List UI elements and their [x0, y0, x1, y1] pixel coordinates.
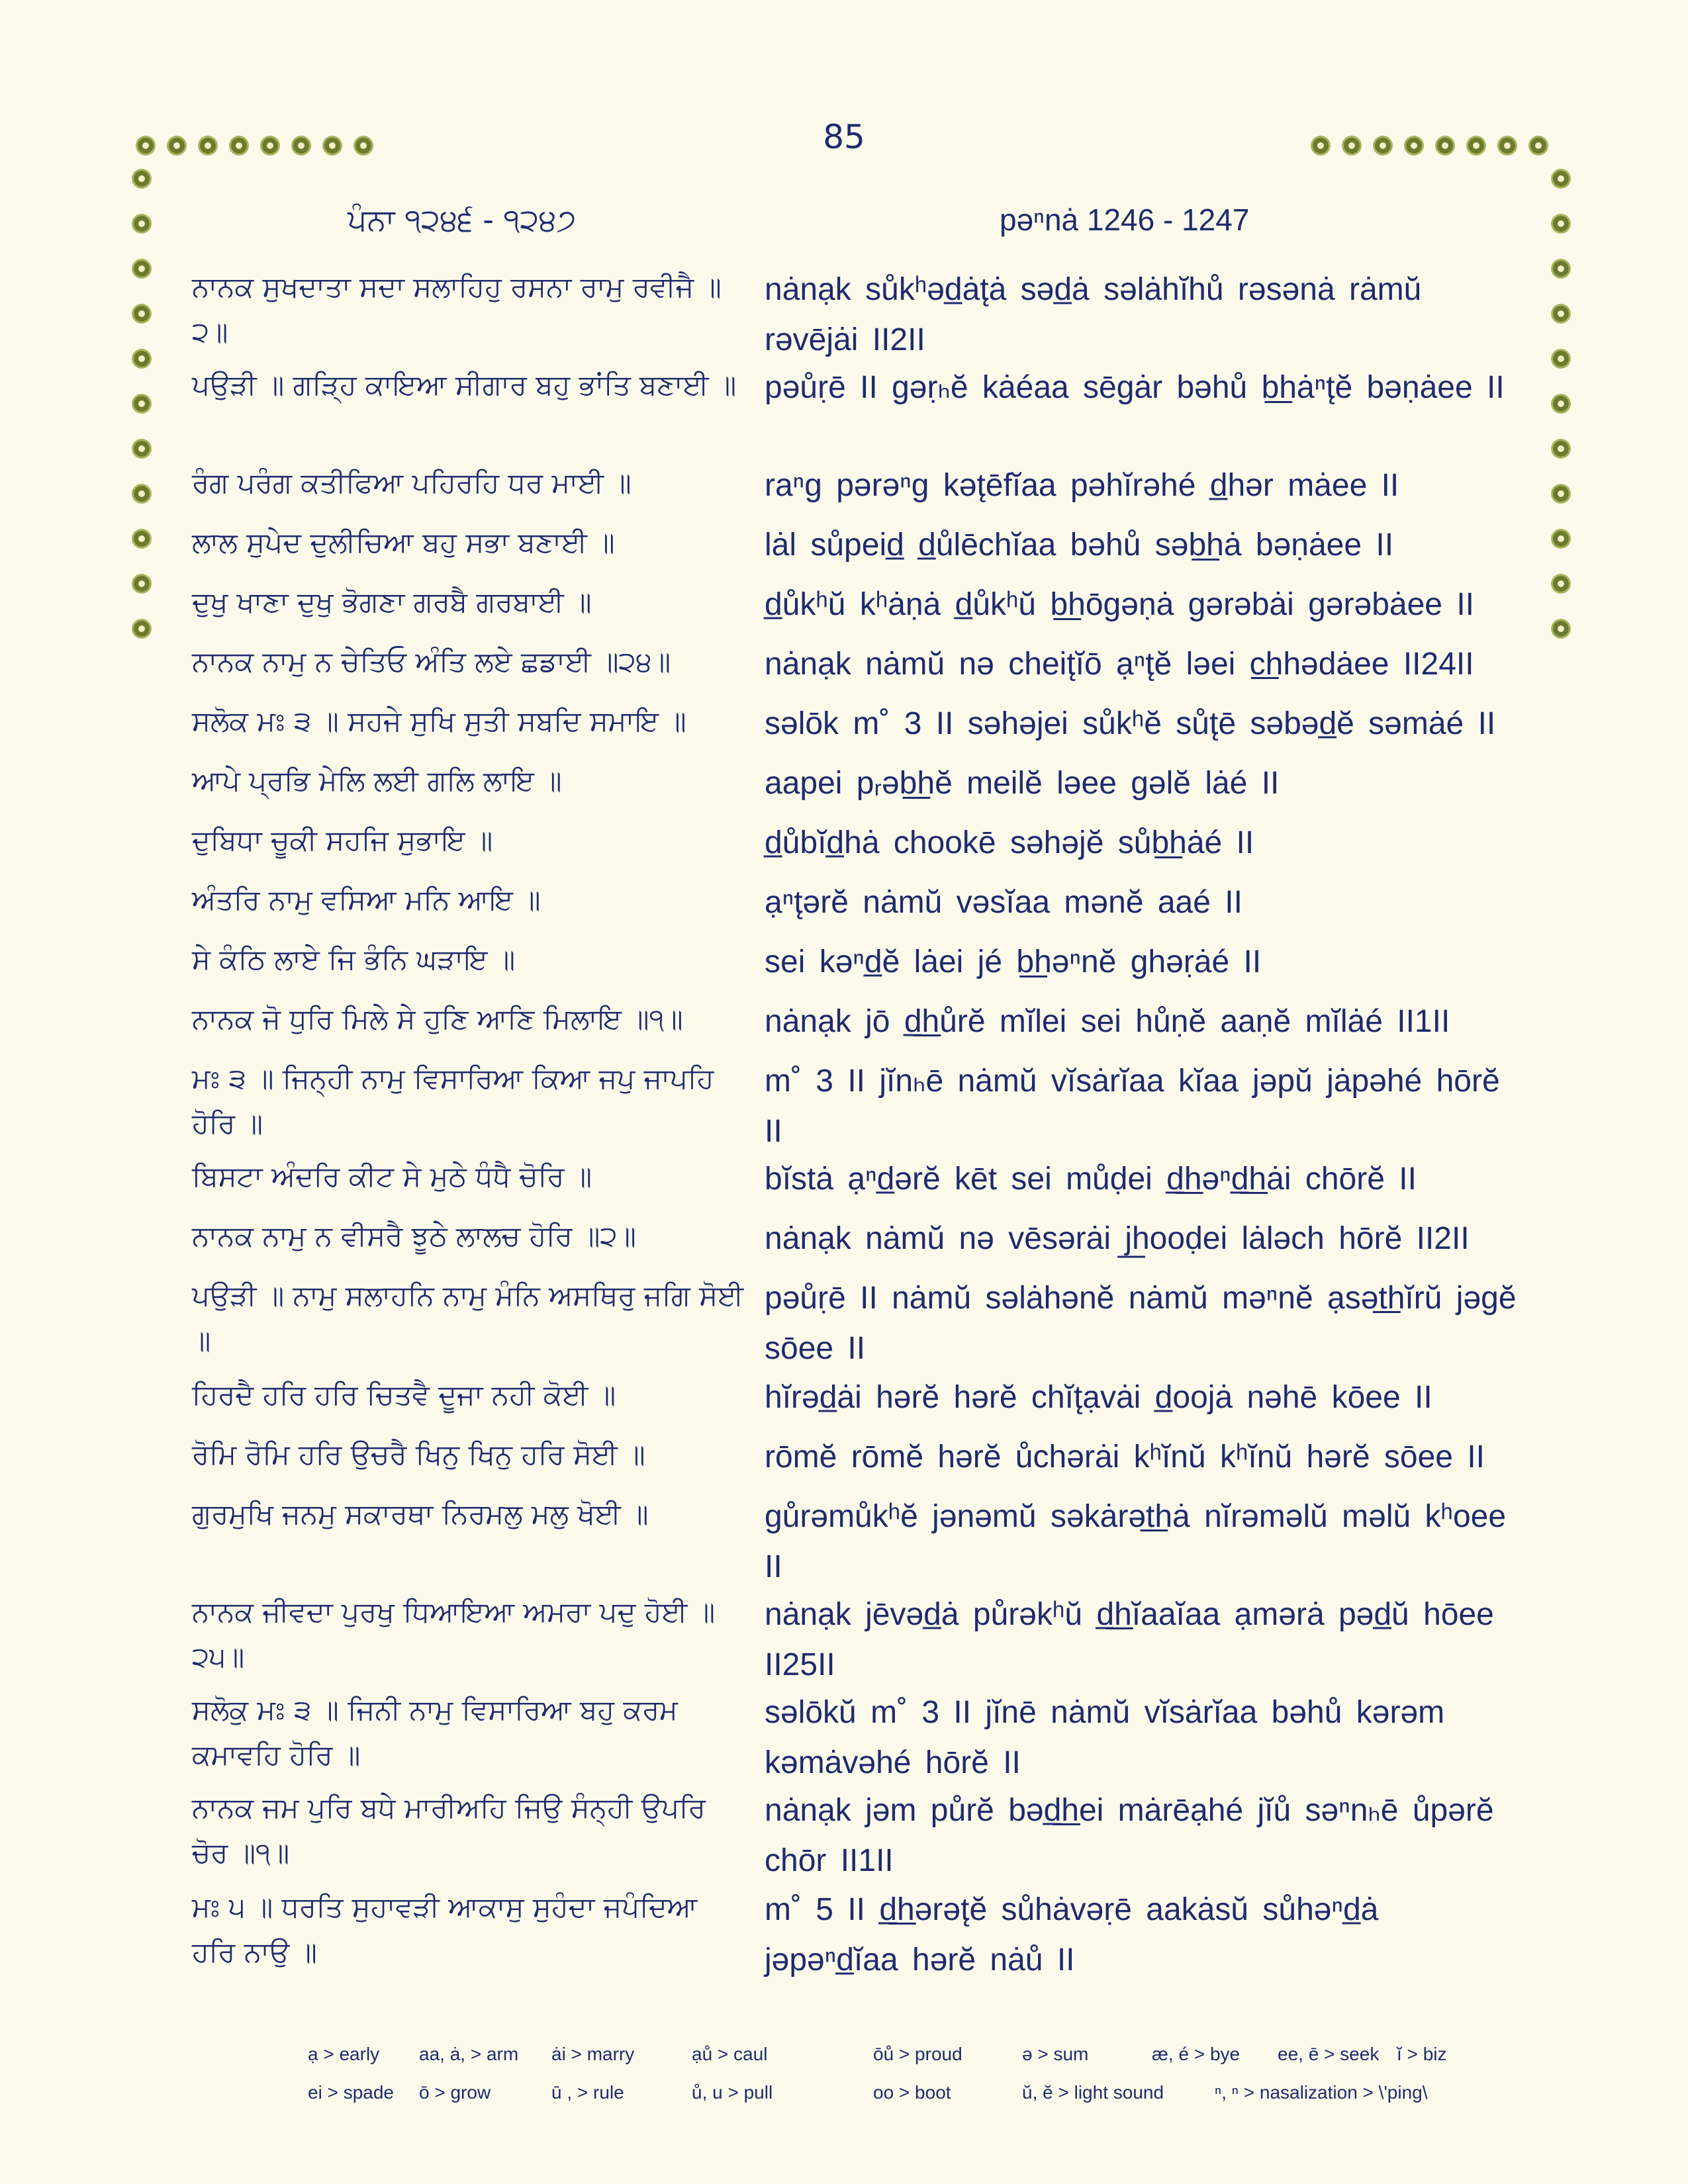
gurmukhi-line: ਗੁਰਮੁਖਿ ਜਨਮੁ ਸਕਾਰਥਾ ਨਿਰਮਲੁ ਮਲੁ ਖੋਈ ॥	[192, 1498, 649, 1530]
transliteration-line: m˚ 5 II d̲͟hərət̨ĕ sůhȧvəṛē aakȧsŭ sůhəⁿd̲ȧ jəpəⁿd̲ĭaa hərĕ nȧů II	[765, 1892, 1379, 1978]
flower-ornament-icon	[1551, 619, 1571, 639]
flower-ornament-icon	[132, 259, 152, 279]
transliteration-line: aapei pᵣəb͟hĕ meilĕ ləee gəlĕ lȧé II	[765, 766, 1280, 801]
flower-ornament-icon	[229, 136, 249, 156]
gurmukhi-line: ਰੋਮਿ ਰੋਮਿ ਹਰਿ ਉਚਰੈ ਖਿਨੁ ਖਿਨੁ ਹਰਿ ਸੋਈ ॥	[192, 1438, 645, 1471]
flower-ornament-icon	[136, 136, 156, 156]
transliteration-line: bĭstȧ ạⁿd̲ərĕ kēt sei můḍei d̲͟həⁿd̲͟hȧi chōrĕ II	[765, 1161, 1417, 1197]
gurmukhi-line: ਆਪੇ ਪ੍ਰਭਿ ਮੇਲਿ ਲਈ ਗਲਿ ਲਾਇ ॥	[192, 764, 562, 797]
transliteration-line: d̲ůkʰŭ kʰȧṇȧ d̲ůkʰŭ b͟hōgəṇȧ gərəbȧi gərəbȧee II	[765, 587, 1474, 622]
flower-ornament-icon	[132, 394, 152, 414]
gurmukhi-line: ਨਾਨਕ ਸੁਖਦਾਤਾ ਸਦਾ ਸਲਾਹਿਹੁ ਰਸਨਾ ਰਾਮੁ ਰਵੀਜੈ ॥੨॥	[192, 271, 722, 348]
legend-item: ə > sum	[1022, 2044, 1089, 2064]
heading-transliteration: pəⁿnȧ 1246 - 1247	[1000, 203, 1250, 237]
gurmukhi-line: ਨਾਨਕ ਜੀਵਦਾ ਪੁਰਖੁ ਧਿਆਇਆ ਅਮਰਾ ਪਦੁ ਹੋਈ ॥੨੫॥	[192, 1596, 716, 1673]
legend-item: oo > boot	[873, 2082, 951, 2103]
legend-item: ee, ē > seek	[1278, 2044, 1380, 2064]
flower-ornament-icon	[1373, 136, 1393, 156]
legend-item: aa, ȧ, > arm	[419, 2044, 519, 2064]
legend-item: ĭ > biz	[1397, 2044, 1447, 2064]
flower-ornament-icon	[260, 136, 280, 156]
gurmukhi-line: ਨਾਨਕ ਨਾਮੁ ਨ ਵੀਸਰੈ ਝੂਠੇ ਲਾਲਚ ਹੋਰਿ ॥੨॥	[192, 1220, 636, 1252]
transliteration-line: səlōkŭ m˚ 3 II jĭnē nȧmŭ vĭsȧrĭaa bəhů kərəm kəmȧvəhé hōrĕ II	[765, 1695, 1445, 1780]
transliteration-line: m˚ 3 II jĭnₕē nȧmŭ vĭsȧrĭaa kĭaa jəpŭ jȧpəhé hōrĕ II	[765, 1064, 1500, 1149]
flower-border-left	[132, 169, 152, 639]
transliteration-line: gůrəmůkʰĕ jənəmŭ səkȧrət͟hȧ nĭrəməlŭ məlŭ kʰoee II	[765, 1499, 1507, 1584]
legend-item: ei > spade	[308, 2082, 394, 2103]
flower-ornament-icon	[1551, 394, 1571, 414]
legend-item: æ, é > bye	[1152, 2044, 1241, 2064]
transliteration-line: ạⁿt̨ərĕ nȧmŭ vəsĭaa mənĕ aaé II	[765, 885, 1243, 920]
transliteration-line: raⁿg pərəⁿg kət̨ēfĭaa pəhĭrəhé d̲hər mȧee II	[765, 468, 1399, 503]
gurmukhi-line: ਬਿਸਟਾ ਅੰਦਰਿ ਕੀਟ ਸੇ ਮੁਠੇ ਧੰਧੈ ਚੋਰਿ ॥	[192, 1160, 592, 1193]
flower-ornament-icon	[167, 136, 187, 156]
gurmukhi-line: ਨਾਨਕ ਜੋ ਧੁਰਿ ਮਿਲੇ ਸੇ ਹੁਣਿ ਆਣਿ ਮਿਲਾਇ ॥੧॥	[192, 1003, 683, 1035]
gurmukhi-line: ਹਿਰਦੈ ਹਰਿ ਹਰਿ ਚਿਤਵੈ ਦੂਜਾ ਨਹੀ ਕੋਈ ॥	[192, 1379, 616, 1411]
flower-ornament-icon	[132, 484, 152, 504]
legend-item: ŭ, ĕ > light sound	[1022, 2082, 1164, 2103]
legend-item: ạů > caul	[692, 2044, 768, 2064]
flower-ornament-icon	[1497, 136, 1517, 156]
flower-ornament-icon	[1551, 169, 1571, 189]
flower-ornament-icon	[132, 619, 152, 639]
gurmukhi-line: ਲਾਲ ਸੁਪੇਦ ਦੁਲੀਚਿਆ ਬਹੁ ਸਭਾ ਬਣਾਈ ॥	[192, 526, 615, 559]
flower-ornament-icon	[1342, 136, 1362, 156]
gurmukhi-line: ਨਾਨਕ ਨਾਮੁ ਨ ਚੇਤਿਓ ਅੰਤਿ ਲਏ ਛਡਾਈ ॥੨੪॥	[192, 645, 671, 678]
flower-ornament-icon	[1551, 214, 1571, 234]
legend-item: ȧi > marry	[551, 2044, 635, 2064]
flower-ornament-icon	[1528, 136, 1548, 156]
flower-ornament-icon	[1551, 349, 1571, 369]
flower-ornament-icon	[1311, 136, 1331, 156]
flower-ornament-icon	[132, 214, 152, 234]
gurmukhi-line: ਅੰਤਰਿ ਨਾਮੁ ਵਸਿਆ ਮਨਿ ਆਇ ॥	[192, 884, 541, 916]
flower-ornament-icon	[1551, 574, 1571, 594]
transliteration-line: hĭrəd̲ȧi hərĕ hərĕ chĭt̨ạvȧi d̲oojȧ nəhē kōee II	[765, 1380, 1432, 1415]
transliteration-line: nȧnạk jəm půrĕ bəd̲͟hei mȧrēạhé jĭů səⁿnₕē ůpərĕ chōr II1II	[765, 1793, 1494, 1878]
transliteration-line: nȧnạk nȧmŭ nə cheit̨ĭō ạⁿt̨ĕ ləei c͟hhədȧee II24II	[765, 647, 1474, 682]
gurmukhi-line: ਰੰਗ ਪਰੰਗ ਕਤੀਫਿਆ ਪਹਿਰਹਿ ਧਰ ਮਾਈ ॥	[192, 467, 632, 499]
legend-item: ⁿ, ⁿ > nasalization > \'ping\	[1215, 2082, 1428, 2103]
gurmukhi-line: ਸਲੋਕੁ ਮਃ ੩ ॥ ਜਿਨੀ ਨਾਮੁ ਵਿਸਾਰਿਆ ਬਹੁ ਕਰਮ ਕਮਾਵਹਿ ਹੋਰਿ ॥	[192, 1694, 678, 1771]
flower-ornament-icon	[132, 529, 152, 549]
legend-item: ạ > early	[308, 2044, 380, 2064]
transliteration-line: rōmĕ rōmĕ hərĕ ůchərȧi kʰĭnŭ kʰĭnŭ hərĕ sōee II	[765, 1439, 1485, 1475]
flower-ornament-icon	[1551, 259, 1571, 279]
flower-ornament-icon	[291, 136, 311, 156]
gurmukhi-line: ਨਾਨਕ ਜਮ ਪੁਰਿ ਬਧੇ ਮਾਰੀਅਹਿ ਜਿਉ ਸੰਨ੍ਹੀ ਉਪਰਿ ਚੋਰ ॥੧॥	[192, 1792, 706, 1869]
gurmukhi-line: ਦੁਬਿਧਾ ਚੂਕੀ ਸਹਜਿ ਸੁਭਾਇ ॥	[192, 824, 493, 856]
gurmukhi-line: ਪਉੜੀ ॥ ਨਾਮੁ ਸਲਾਹਨਿ ਨਾਮੁ ਮੰਨਿ ਅਸਥਿਰੁ ਜਗਿ ਸੋਈ ॥	[192, 1279, 744, 1357]
flower-ornament-icon	[132, 574, 152, 594]
flower-border-top-right	[1311, 136, 1548, 156]
flower-ornament-icon	[1551, 529, 1571, 549]
flower-ornament-icon	[1435, 136, 1455, 156]
flower-ornament-icon	[1551, 439, 1571, 459]
transliteration-line: nȧnạk nȧmŭ nə vēsərȧi j͟hooḍei lȧləch hōrĕ II2II	[765, 1221, 1470, 1256]
flower-ornament-icon	[132, 304, 152, 324]
flower-ornament-icon	[1551, 484, 1571, 504]
flower-ornament-icon	[1551, 304, 1571, 324]
flower-ornament-icon	[132, 349, 152, 369]
gurmukhi-line: ਮਃ ੩ ॥ ਜਿਨ੍ਹੀ ਨਾਮੁ ਵਿਸਾਰਿਆ ਕਿਆ ਜਪੁ ਜਾਪਹਿ ਹੋਰਿ ॥	[192, 1062, 714, 1140]
flower-ornament-icon	[322, 136, 342, 156]
page-number: 85	[823, 118, 865, 156]
gurmukhi-line: ਸੇ ਕੰਠਿ ਲਾਏ ਜਿ ਭੰਨਿ ਘੜਾਇ ॥	[192, 943, 516, 976]
transliteration-line: d̲ůbĭd̲hȧ chookē səhəjĕ sůb͟hȧé II	[765, 825, 1254, 860]
transliteration-line: pəůṛē II gəṛₕĕ kȧéaa sēgȧr bəhů b͟hȧⁿt̨ĕ bəṇȧee II	[765, 370, 1505, 405]
gurmukhi-line: ਸਲੋਕ ਮਃ ੩ ॥ ਸਹਜੇ ਸੁਖਿ ਸੁਤੀ ਸਬਦਿ ਸਮਾਇ ॥	[192, 705, 686, 737]
flower-ornament-icon	[132, 169, 152, 189]
flower-ornament-icon	[353, 136, 373, 156]
transliteration-line: nȧnạk jō d̲͟hůrĕ mĭlei sei hůṇĕ aaṇĕ mĭlȧé II1II	[765, 1004, 1450, 1039]
flower-ornament-icon	[198, 136, 218, 156]
flower-ornament-icon	[132, 439, 152, 459]
legend-item: ů, u > pull	[692, 2082, 773, 2103]
legend-item: ū , > rule	[551, 2082, 624, 2103]
flower-ornament-icon	[1466, 136, 1486, 156]
heading-gurmukhi: ਪੰਨਾ ੧੨੪੬ - ੧੨੪੭	[348, 202, 577, 238]
transliteration-line: lȧl sůpeid̲ d̲ůlēchĭaa bəhů səb͟hȧ bəṇȧee II	[765, 527, 1394, 563]
flower-border-right	[1551, 169, 1571, 639]
legend-item: ōů > proud	[873, 2044, 962, 2064]
gurmukhi-line: ਦੁਖੁ ਖਾਣਾ ਦੁਖੁ ਭੋਗਣਾ ਗਰਬੈ ਗਰਬਾਈ ॥	[192, 586, 592, 618]
gurmukhi-line: ਪਉੜੀ ॥ ਗੜ੍ਹਿ ਕਾਇਆ ਸੀਗਾਰ ਬਹੁ ਭਾਂਤਿ ਬਣਾਈ ॥	[192, 369, 737, 401]
transliteration-line: sei kəⁿd̲ĕ lȧei jé b͟həⁿnĕ ghəṛȧé II	[765, 944, 1262, 979]
transliteration-line: pəůṛē II nȧmŭ səlȧhənĕ nȧmŭ məⁿnĕ ạsət͟hĭrŭ jəgĕ sōee II	[765, 1281, 1517, 1366]
flower-border-top-left	[136, 136, 373, 156]
transliteration-line: nȧnạk jēvəd̲ȧ půrəkʰŭ d̲͟hĭaaĭaa ạmərȧ pəd̲ŭ hōee II25II	[765, 1597, 1494, 1682]
transliteration-line: nȧnạk sůkʰəd̲ȧt̨ȧ səd̲ȧ səlȧhĭhů rəsənȧ rȧmŭ rəvējȧi II2II	[765, 272, 1422, 357]
transliteration-line: səlōk m˚ 3 II səhəjei sůkʰĕ sůt̨ē səbəd̲ĕ səmȧé II	[765, 706, 1496, 741]
legend-item: ō > grow	[419, 2082, 491, 2103]
gurmukhi-line: ਮਃ ੫ ॥ ਧਰਤਿ ਸੁਹਾਵੜੀ ਆਕਾਸੁ ਸੁਹੰਦਾ ਜਪੰਦਿਆ ਹਰਿ ਨਾਉ ॥	[192, 1891, 698, 1968]
flower-ornament-icon	[1404, 136, 1424, 156]
